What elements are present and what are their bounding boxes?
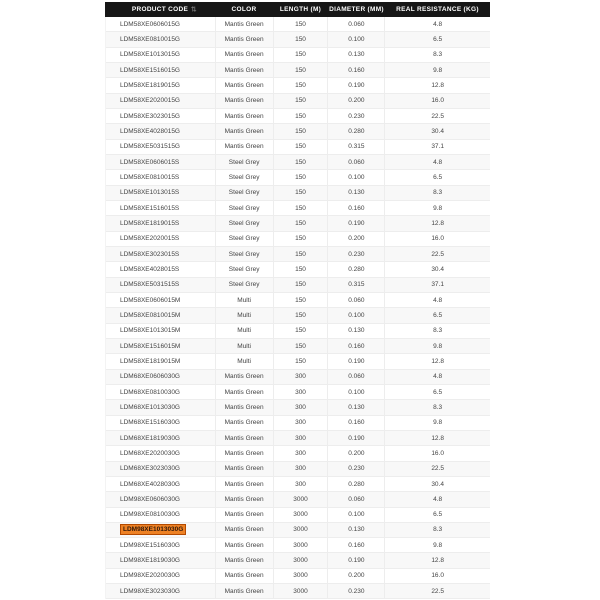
table-row (106, 508, 490, 523)
cell-diameter: 0.100 (328, 170, 385, 184)
cell-product-code (106, 492, 216, 506)
cell-real-resistance: 16.0 (431, 235, 444, 243)
cell-color: Mantis Green (216, 584, 274, 598)
cell-real-resistance: 8.3 (433, 51, 443, 59)
cell-real-resistance: 9.8 (433, 204, 443, 212)
cell-real-resistance: 37.1 (431, 143, 444, 151)
cell-diameter: 0.315 (328, 140, 385, 154)
cell-length: 150 (274, 293, 329, 307)
table-row (106, 232, 490, 247)
table-row (106, 247, 490, 262)
cell-real-resistance: 12.8 (431, 219, 444, 227)
cell-length: 3000 (274, 569, 329, 583)
cell-real-resistance: 22.5 (431, 112, 444, 120)
cell-color: Mantis Green (216, 78, 274, 92)
cell-real-resistance: 4.8 (433, 20, 443, 28)
cell-color: Mantis Green (216, 462, 274, 476)
sort-icon[interactable]: ⇅ (190, 6, 197, 13)
cell-length: 3000 (274, 538, 329, 552)
table-row (106, 339, 490, 354)
table-row (106, 553, 490, 568)
product-code-text: LDM58XE0606015S (120, 158, 180, 166)
cell-real-resistance: 37.1 (431, 281, 444, 289)
cell-diameter: 0.200 (328, 569, 385, 583)
cell-product-code (106, 293, 216, 307)
table-row (106, 416, 490, 431)
table-row (106, 262, 490, 277)
cell-product-code (106, 339, 216, 353)
cell-product-code (106, 232, 216, 246)
product-code-text: LDM68XE0810030G (120, 388, 180, 396)
cell-real-resistance: 16.0 (431, 572, 444, 580)
product-code-text: LDM98XE0810030G (120, 511, 180, 519)
cell-product-code (106, 278, 216, 292)
product-code-text: LDM58XE1013015G (120, 51, 180, 59)
cell-product-code (106, 584, 216, 598)
cell-real-resistance: 9.8 (433, 419, 443, 427)
cell-diameter: 0.130 (328, 324, 385, 338)
product-code-text: LDM58XE1013015M (120, 327, 181, 335)
cell-diameter: 0.280 (328, 477, 385, 491)
cell-real-resistance: 4.8 (433, 158, 443, 166)
product-code-text: LDM58XE1013015S (120, 189, 180, 197)
cell-product-code (106, 124, 216, 138)
cell-length: 150 (274, 262, 329, 276)
cell-real-resistance: 16.0 (431, 449, 444, 457)
cell-color: Steel Grey (216, 262, 274, 276)
table-row (106, 32, 490, 47)
cell-diameter: 0.100 (328, 308, 385, 322)
cell-color: Mantis Green (216, 477, 274, 491)
cell-real-resistance: 4.8 (433, 373, 443, 381)
cell-real-resistance: 22.5 (431, 587, 444, 595)
product-code-text: LDM68XE0606030G (120, 373, 180, 381)
cell-color: Mantis Green (216, 109, 274, 123)
table-row (106, 462, 490, 477)
cell-product-code (106, 170, 216, 184)
cell-product-code (106, 416, 216, 430)
cell-color: Mantis Green (216, 124, 274, 138)
cell-length: 150 (274, 32, 329, 46)
cell-color: Mantis Green (216, 385, 274, 399)
product-code-text: LDM58XE0810015G (120, 35, 180, 43)
product-code-text: LDM98XE0606030G (120, 495, 180, 503)
cell-real-resistance: 12.8 (431, 557, 444, 565)
cell-real-resistance: 6.5 (433, 173, 443, 181)
cell-product-code (106, 32, 216, 46)
cell-product-code (106, 508, 216, 522)
cell-product-code (106, 63, 216, 77)
column-header-real-resistance[interactable] (385, 6, 490, 13)
cell-diameter: 0.100 (328, 385, 385, 399)
cell-length: 300 (274, 416, 329, 430)
cell-diameter: 0.060 (328, 17, 385, 31)
cell-real-resistance: 30.4 (431, 265, 444, 273)
column-header-color-label: COLOR (231, 6, 257, 13)
cell-product-code (106, 538, 216, 552)
column-header-color[interactable] (215, 6, 273, 13)
cell-length: 300 (274, 462, 329, 476)
cell-color: Mantis Green (216, 538, 274, 552)
cell-product-code (106, 262, 216, 276)
cell-diameter: 0.190 (328, 431, 385, 445)
table-row (106, 278, 490, 293)
cell-length: 150 (274, 63, 329, 77)
cell-real-resistance: 6.5 (433, 35, 443, 43)
cell-product-code (106, 569, 216, 583)
cell-real-resistance: 12.8 (431, 357, 444, 365)
table-row (106, 63, 490, 78)
product-code-text: LDM58XE1819015S (120, 219, 180, 227)
cell-color: Steel Grey (216, 278, 274, 292)
cell-color: Mantis Green (216, 553, 274, 567)
cell-length: 3000 (274, 492, 329, 506)
product-code-text: LDM68XE2020030G (120, 449, 180, 457)
cell-length: 3000 (274, 523, 329, 537)
product-code-text: LDM58XE4028015S (120, 265, 180, 273)
cell-diameter: 0.160 (328, 538, 385, 552)
product-code-text: LDM58XE1516015G (120, 66, 180, 74)
column-header-diameter-label: DIAMETER (MM) (329, 6, 384, 13)
table-row (106, 170, 490, 185)
cell-color: Mantis Green (216, 48, 274, 62)
table-row (106, 201, 490, 216)
cell-color: Mantis Green (216, 63, 274, 77)
cell-length: 150 (274, 278, 329, 292)
cell-length: 300 (274, 477, 329, 491)
cell-product-code (106, 385, 216, 399)
table-row (106, 324, 490, 339)
cell-product-code (106, 48, 216, 62)
cell-diameter: 0.160 (328, 201, 385, 215)
product-code-text: LDM58XE4028015G (120, 127, 180, 135)
cell-product-code (106, 477, 216, 491)
cell-color: Steel Grey (216, 216, 274, 230)
cell-color: Mantis Green (216, 492, 274, 506)
cell-real-resistance: 9.8 (433, 541, 443, 549)
product-code-text: LDM58XE2020015S (120, 235, 180, 243)
cell-length: 150 (274, 140, 329, 154)
cell-product-code (106, 324, 216, 338)
cell-length: 3000 (274, 584, 329, 598)
cell-diameter: 0.160 (328, 63, 385, 77)
cell-real-resistance: 9.8 (433, 342, 443, 350)
table-row (106, 17, 490, 32)
table-row (106, 216, 490, 231)
cell-diameter: 0.130 (328, 523, 385, 537)
column-header-real-resistance-label: REAL RESISTANCE (KG) (396, 6, 479, 13)
product-code-text: LDM68XE3023030G (120, 465, 180, 473)
cell-length: 300 (274, 431, 329, 445)
table-row (106, 400, 490, 415)
table-row (106, 370, 490, 385)
table-row (106, 308, 490, 323)
product-code-text: LDM58XE0606015G (120, 20, 180, 28)
column-header-diameter[interactable] (328, 6, 385, 13)
cell-length: 300 (274, 385, 329, 399)
product-code-text: LDM58XE2020015G (120, 97, 180, 105)
table-row-highlighted (106, 523, 490, 538)
table-row (106, 78, 490, 93)
cell-diameter: 0.100 (328, 32, 385, 46)
cell-product-code (106, 201, 216, 215)
cell-diameter: 0.230 (328, 584, 385, 598)
cell-color: Mantis Green (216, 94, 274, 108)
cell-diameter: 0.280 (328, 262, 385, 276)
cell-product-code (106, 553, 216, 567)
cell-diameter: 0.060 (328, 370, 385, 384)
product-code-text: LDM58XE1819015M (120, 357, 181, 365)
cell-product-code (106, 523, 216, 537)
cell-diameter: 0.200 (328, 446, 385, 460)
cell-real-resistance: 6.5 (433, 511, 443, 519)
column-header-product-code-label: PRODUCT CODE (131, 6, 189, 13)
table-row (106, 446, 490, 461)
product-code-text: LDM98XE2020030G (120, 572, 180, 580)
table-row (106, 584, 490, 599)
cell-diameter: 0.130 (328, 400, 385, 414)
cell-diameter: 0.230 (328, 462, 385, 476)
cell-color: Steel Grey (216, 247, 274, 261)
column-header-length[interactable] (273, 6, 328, 13)
cell-color: Mantis Green (216, 140, 274, 154)
cell-diameter: 0.130 (328, 186, 385, 200)
cell-product-code (106, 446, 216, 460)
product-code-text: LDM98XE3023030G (120, 587, 180, 595)
product-code-text: LDM68XE1516030G (120, 419, 180, 427)
cell-product-code (106, 17, 216, 31)
cell-length: 150 (274, 232, 329, 246)
cell-color: Mantis Green (216, 400, 274, 414)
cell-product-code (106, 155, 216, 169)
cell-color: Mantis Green (216, 32, 274, 46)
product-code-text: LDM58XE3023015S (120, 250, 180, 258)
cell-color: Mantis Green (216, 17, 274, 31)
cell-real-resistance: 4.8 (433, 495, 443, 503)
cell-color: Mantis Green (216, 431, 274, 445)
cell-length: 150 (274, 308, 329, 322)
cell-color: Mantis Green (216, 446, 274, 460)
cell-real-resistance: 6.5 (433, 311, 443, 319)
cell-real-resistance: 6.5 (433, 388, 443, 396)
cell-diameter: 0.060 (328, 155, 385, 169)
cell-diameter: 0.160 (328, 416, 385, 430)
cell-diameter: 0.160 (328, 339, 385, 353)
cell-real-resistance: 9.8 (433, 66, 443, 74)
table-row (106, 354, 490, 369)
cell-length: 150 (274, 186, 329, 200)
cell-color: Steel Grey (216, 201, 274, 215)
table-row (106, 124, 490, 139)
cell-diameter: 0.130 (328, 48, 385, 62)
cell-length: 300 (274, 400, 329, 414)
cell-length: 150 (274, 339, 329, 353)
table-header-row (105, 2, 490, 17)
cell-diameter: 0.060 (328, 293, 385, 307)
cell-length: 300 (274, 370, 329, 384)
cell-color: Mantis Green (216, 508, 274, 522)
product-code-text: LDM58XE0606015M (120, 296, 181, 304)
cell-real-resistance: 30.4 (431, 480, 444, 488)
cell-diameter: 0.190 (328, 354, 385, 368)
table-body (105, 17, 490, 599)
cell-diameter: 0.230 (328, 109, 385, 123)
cell-color: Multi (216, 339, 274, 353)
cell-real-resistance: 16.0 (431, 97, 444, 105)
table-row (106, 109, 490, 124)
cell-length: 150 (274, 201, 329, 215)
cell-real-resistance: 30.4 (431, 127, 444, 135)
product-code-text: LDM68XE1819030G (120, 434, 180, 442)
cell-real-resistance: 4.8 (433, 296, 443, 304)
product-code-text: LDM58XE1516015M (120, 342, 181, 350)
product-code-text: LDM58XE5031515S (120, 281, 180, 289)
cell-length: 150 (274, 354, 329, 368)
cell-length: 150 (274, 48, 329, 62)
cell-real-resistance: 8.3 (433, 403, 443, 411)
cell-product-code (106, 431, 216, 445)
table-row (106, 186, 490, 201)
product-code-text: LDM58XE0810015M (120, 311, 181, 319)
table-row (106, 48, 490, 63)
product-code-text: LDM58XE0810015S (120, 173, 180, 181)
product-code-text: LDM98XE1819030G (120, 557, 180, 565)
cell-real-resistance: 12.8 (431, 434, 444, 442)
cell-color: Multi (216, 354, 274, 368)
cell-color: Mantis Green (216, 523, 274, 537)
table-row (106, 492, 490, 507)
cell-product-code (106, 216, 216, 230)
cell-diameter: 0.100 (328, 508, 385, 522)
cell-diameter: 0.315 (328, 278, 385, 292)
product-code-text: LDM98XE1516030G (120, 541, 180, 549)
cell-product-code (106, 109, 216, 123)
cell-product-code (106, 354, 216, 368)
cell-real-resistance: 8.3 (433, 526, 443, 534)
product-code-text: LDM58XE1819015G (120, 81, 180, 89)
cell-color: Steel Grey (216, 155, 274, 169)
cell-length: 150 (274, 78, 329, 92)
cell-length: 150 (274, 109, 329, 123)
cell-color: Steel Grey (216, 170, 274, 184)
cell-length: 150 (274, 170, 329, 184)
cell-real-resistance: 8.3 (433, 189, 443, 197)
product-code-text: LDM68XE4028030G (120, 480, 180, 488)
cell-length: 150 (274, 155, 329, 169)
cell-diameter: 0.190 (328, 216, 385, 230)
cell-length: 150 (274, 124, 329, 138)
cell-color: Multi (216, 324, 274, 338)
product-code-text: LDM58XE1516015S (120, 204, 180, 212)
table-row (106, 385, 490, 400)
cell-length: 300 (274, 446, 329, 460)
column-header-product-code[interactable] (105, 6, 215, 13)
product-code-text: LDM98XE1013030G (120, 524, 186, 535)
cell-color: Steel Grey (216, 186, 274, 200)
table-row (106, 477, 490, 492)
cell-length: 3000 (274, 508, 329, 522)
cell-diameter: 0.190 (328, 78, 385, 92)
cell-product-code (106, 247, 216, 261)
cell-diameter: 0.200 (328, 94, 385, 108)
cell-diameter: 0.230 (328, 247, 385, 261)
table-row (106, 155, 490, 170)
cell-real-resistance: 12.8 (431, 81, 444, 89)
cell-real-resistance: 22.5 (431, 465, 444, 473)
cell-color: Multi (216, 293, 274, 307)
cell-product-code (106, 400, 216, 414)
cell-color: Mantis Green (216, 569, 274, 583)
cell-color: Mantis Green (216, 370, 274, 384)
cell-real-resistance: 22.5 (431, 250, 444, 258)
cell-length: 150 (274, 247, 329, 261)
table-row (106, 293, 490, 308)
cell-length: 3000 (274, 553, 329, 567)
cell-length: 150 (274, 94, 329, 108)
table-row (106, 431, 490, 446)
cell-length: 150 (274, 216, 329, 230)
table-row (106, 569, 490, 584)
cell-color: Mantis Green (216, 416, 274, 430)
table-row (106, 94, 490, 109)
table-row (106, 538, 490, 553)
cell-diameter: 0.060 (328, 492, 385, 506)
cell-color: Multi (216, 308, 274, 322)
cell-product-code (106, 308, 216, 322)
column-header-length-label: LENGTH (M) (279, 6, 322, 13)
table-row (106, 140, 490, 155)
cell-color: Steel Grey (216, 232, 274, 246)
product-code-text: LDM58XE5031515G (120, 143, 180, 151)
cell-diameter: 0.280 (328, 124, 385, 138)
cell-product-code (106, 78, 216, 92)
product-spec-table (105, 2, 490, 599)
cell-diameter: 0.190 (328, 553, 385, 567)
cell-length: 150 (274, 17, 329, 31)
cell-length: 150 (274, 324, 329, 338)
product-code-text: LDM58XE3023015G (120, 112, 180, 120)
cell-real-resistance: 8.3 (433, 327, 443, 335)
cell-product-code (106, 186, 216, 200)
cell-product-code (106, 462, 216, 476)
cell-diameter: 0.200 (328, 232, 385, 246)
cell-product-code (106, 94, 216, 108)
cell-product-code (106, 140, 216, 154)
product-code-text: LDM68XE1013030G (120, 403, 180, 411)
cell-product-code (106, 370, 216, 384)
